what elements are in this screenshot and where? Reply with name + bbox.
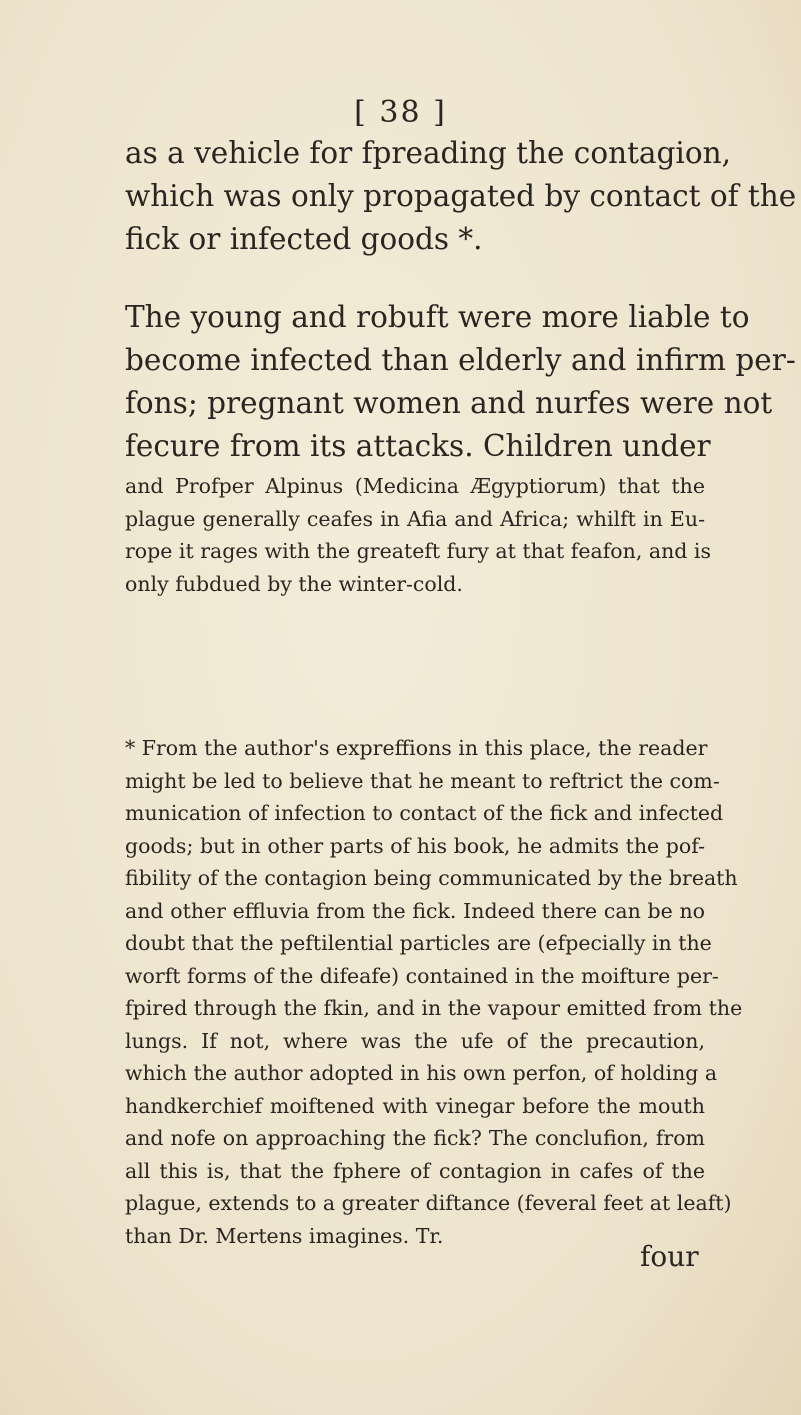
text-line: fick or infected goods *. bbox=[125, 222, 483, 256]
text-line: fons; pregnant women and nurfes were not bbox=[125, 386, 773, 420]
footnote-line: goods; but in other parts of his book, he admits the pof- bbox=[125, 833, 705, 858]
footnote-line: lungs. If not, where was the ufe of the precaution, bbox=[125, 1028, 705, 1053]
footnote-line: which the author adopted in his own perfon, of holding a bbox=[125, 1061, 718, 1085]
footnote-line: fpired through the fkin, and in the vapour emitted from the bbox=[125, 996, 743, 1020]
footnote-line: all this is, that the fphere of contagion in cafes of the bbox=[125, 1158, 705, 1183]
text-line: The young and robuft were more liable to bbox=[125, 300, 750, 334]
footnote-line: might be led to believe that he meant to reftrict the com- bbox=[125, 768, 720, 793]
footnote-translator bbox=[125, 732, 743, 1252]
text-line: as a vehicle for fpreading the contagion, bbox=[125, 136, 731, 170]
page-number-header: [ 38 ] bbox=[354, 95, 447, 130]
footnote-line: only fubdued by the winter-cold. bbox=[125, 571, 463, 596]
footnote-line: than Dr. Mertens imagines. Tr. bbox=[125, 1223, 444, 1248]
footnote-line: fibility of the contagion being communicated by the breath bbox=[125, 866, 738, 890]
footnote-line: doubt that the peftilential particles are (efpecially in the bbox=[125, 931, 712, 955]
main-paragraph-young-robust bbox=[125, 296, 796, 468]
footnote-line: munication of infection to contact of the fick and infected bbox=[125, 801, 724, 825]
footnote-continued bbox=[125, 470, 712, 600]
footnote-line: plague, extends to a greater diftance (feveral feet at leaft) bbox=[125, 1191, 732, 1215]
footnote-line: and other effluvia from the fick. Indeed there can be no bbox=[125, 898, 705, 923]
main-paragraph-continued bbox=[125, 132, 797, 261]
footnote-line: plague generally ceafes in Afia and Africa; whilft in Eu- bbox=[125, 506, 705, 531]
text-line: fecure from its attacks. Children under bbox=[125, 429, 711, 463]
text-line: become infected than elderly and infirm per- bbox=[125, 343, 796, 377]
footnote-line: rope it rages with the greateft fury at that feafon, and is bbox=[125, 539, 712, 563]
catchword: four bbox=[640, 1240, 699, 1273]
footnote-line: worft forms of the difeafe) contained in the moifture per- bbox=[125, 963, 719, 988]
footnote-line: handkerchief moiftened with vinegar before the mouth bbox=[125, 1093, 705, 1118]
footnote-line: * From the author's expreffions in this place, the reader bbox=[125, 736, 708, 760]
footnote-line: and nofe on approaching the fick? The conclufion, from bbox=[125, 1126, 705, 1150]
text-line: which was only propagated by contact of the bbox=[125, 179, 797, 213]
footnote-line: and Profper Alpinus (Medicina Ægyptiorum) that the bbox=[125, 474, 705, 498]
